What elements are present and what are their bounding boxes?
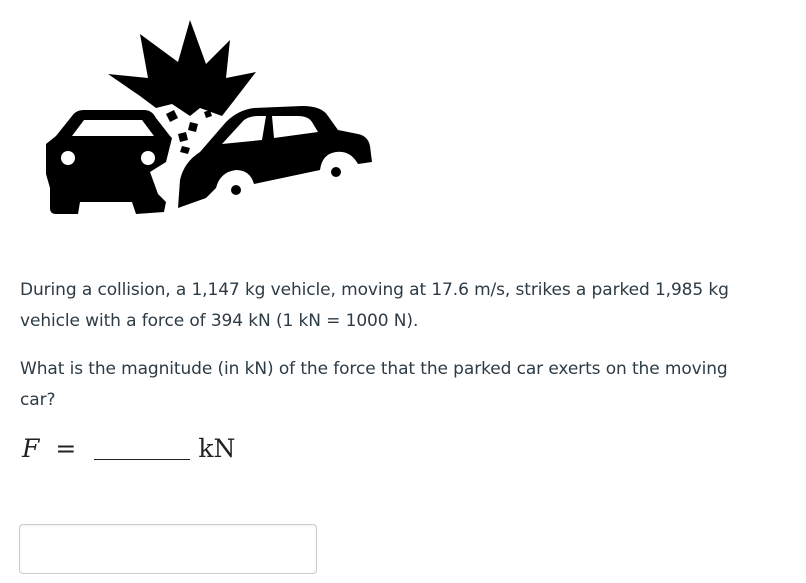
right-car-wheel-center-shape	[231, 185, 241, 195]
question-text-line: vehicle with a force of 394 kN (1 kN = 1000 N).	[20, 311, 419, 331]
question-text-line: During a collision, a 1,147 kg vehicle, moving at 17.6 m/s, strikes a parked 1,985 kg	[20, 280, 729, 300]
answer-input[interactable]	[19, 524, 317, 574]
question-text-line: car?	[20, 390, 56, 410]
answer-equation	[22, 434, 235, 474]
right-car-wheel-center-shape	[331, 167, 341, 177]
question-paragraph-2	[20, 354, 804, 416]
left-car-headlight-shape	[61, 151, 75, 165]
left-car-headlight-shape	[141, 151, 155, 165]
debris-fragment	[180, 146, 190, 154]
debris-fragment	[178, 132, 188, 142]
debris-fragment	[188, 122, 198, 132]
question-paragraph-1	[20, 275, 804, 337]
equation-unit: kN	[198, 434, 236, 463]
equation-equals-sign: =	[55, 434, 77, 463]
equation-blank-line	[94, 435, 190, 460]
explosion-burst-shape	[108, 20, 256, 116]
debris-fragment	[166, 110, 178, 122]
question-text-line: What is the magnitude (in kN) of the force that the parked car exerts on the moving	[20, 359, 728, 379]
car-collision-icon	[40, 12, 380, 222]
left-car-windshield-shape	[72, 120, 154, 136]
equation-variable: F	[22, 434, 40, 463]
